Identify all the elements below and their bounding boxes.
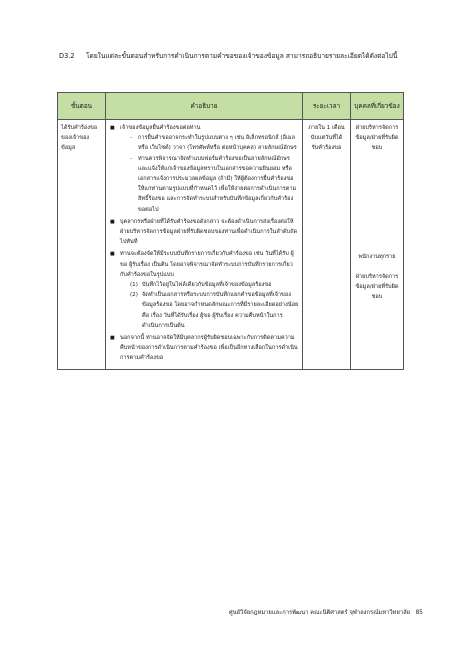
question-text: โดยในแต่ละขั้นตอนสำหรับการดำเนินการตามคำขอของเจ้าของข้อมูล สามารถอธิบายรายละเอียดได้ดังต่อไปนี้ [86, 52, 398, 60]
people-responsible-2: พนักงานทุกราย [358, 253, 396, 260]
header-description: คำอธิบาย [106, 93, 303, 120]
list-item: ■ บุคลากรหรือฝ่ายที่ได้รับคำร้องขอดังกล่าว จะต้องดำเนินการส่งเรื่องต่อให้ฝ่ายบริหารจัดการข้อมูลฝ่ายที่รับผิดชอบของท่านเพื่อดำเนินการในลำดับถัดไปทันที [109, 217, 299, 248]
procedure-table [57, 92, 404, 370]
numbered-item: (2) จัดทำเป็นเอกสารหรือระบบการบันทึกแยกคำขอข้อมูลที่เจ้าของข้อมูลร้องขอ โดยอาจกำหนดลักษณะการที่มีรายละเอียดอย่างน้อย คือ เรื่อง วันที่ได้รับเรื่อง ผู้ขอ ผู้รับเรื่อง ความคืบหน้าในการดำเนินการเป็นต้น [130, 292, 299, 329]
duration-text: ภายใน 1 เดือน นับแต่วันที่ได้รับคำร้องขอ [308, 125, 345, 152]
header-duration: ระยะเวลา [303, 93, 351, 120]
step-text: ได้รับคำร้องขอของเจ้าของข้อมูล [61, 125, 98, 152]
people-cell [351, 120, 404, 370]
description-cell [106, 120, 303, 370]
step-cell [58, 120, 106, 370]
header-people: บุคคลที่เกี่ยวข้อง [351, 93, 404, 120]
people-responsible-3: ฝ่ายบริหารจัดการข้อมูล/ฝ่ายที่รับผิดชอบ [355, 273, 399, 301]
table-row [58, 120, 404, 370]
header-step: ขั้นตอน [58, 93, 106, 120]
sub-item: - ท่านควรพิจารณาจัดทำแบบฟอร์มคำร้องขอเป็นลายลักษณ์อักษรและแจ้งให้แก่เจ้าของข้อมูลทราบในเอกสารขอความยินยอม หรือเอกสารแจ้งการประมวลผลข้อมูล (ถ้ามี) ให้ผู้ต้องการยื่นคำร้องขอให้แก่ท่านตามรูปแบบที่กำหนดไว้ เพื่อให้ง่ายต่อการดำเนินการตามสิทธิ์ร้องขอ และการจัดทำระบบสำหรับบันทึกข้อมูลเกี่ยวกับคำร้องขอต่อไป [120, 154, 299, 215]
people-responsible-1: ฝ่ายบริหารจัดการข้อมูล/ฝ่ายที่รับผิดชอบ [355, 125, 399, 152]
numbered-item: (1) บันทึกไว้อยู่ในไฟล์เดียวกับข้อมูลที่เจ้าของข้อมูลร้องขอ [130, 282, 272, 289]
duration-cell [303, 120, 351, 370]
list-item: ■ เจ้าของข้อมูลยื่นคำร้องขอต่อท่าน - การยื่นคำขออาจกระทำในรูปแบบต่าง ๆ เช่น อิเล็กทรอนิกส์ (อีเมล หรือ เว็บไซต์) วาจา (โทรศัพท์หรือ ต่อหน้าบุคคล) ลายลักษณ์อักษร - ท่านควรพิจารณาจัดทำแบบฟอร์มคำร้องขอเป็นลายลักษณ์อักษรและแจ้งให้แก่เจ้าของข้อมูลทราบในเอกสารขอความยินยอม หรือเอกสารแจ้งการประมวลผลข้อมูล (ถ้ามี) ให้ผู้ต้องการยื่นคำร้องขอให้แก่ท่านตามรูปแบบที่กำหนดไว้ เพื่อให้ง่ายต่อการดำเนินการตามสิทธิ์ร้องขอ และการจัดทำระบบสำหรับบันทึกข้อมูลเกี่ยวกับคำร้องขอต่อไป [109, 123, 299, 215]
list-item: ■ ท่านจะต้องจัดให้มีระบบบันทึกรายการเกี่ยวกับคำร้องขอ เช่น วันที่ได้รับ ผู้ขอ ผู้รับเรื่อง เป็นต้น โดยอาจพิจารณาจัดทำระบบการบันทึกรายการเกี่ยวกับคำร้องขอในรูปแบบ (1) บันทึกไว้อยู่ในไฟล์เดียวกับข้อมูลที่เจ้าของข้อมูลร้องขอ (2) จัดทำเป็นเอกสารหรือระบบการบันทึกแยกคำขอข้อมูลที่เจ้าของข้อมูลร้องขอ โดยอาจกำหนดลักษณะการที่มีรายละเอียดอย่างน้อย คือ เรื่อง วันที่ได้รับเรื่อง ผู้ขอ ผู้รับเรื่อง ความคืบหน้าในการดำเนินการเป็นต้น [109, 249, 299, 331]
footer-text: ศูนย์วิจัยกฎหมายและการพัฒนา คณะนิติศาสตร์ จุฬาลงกรณ์มหาวิทยาลัย [229, 610, 411, 616]
page-number: 85 [415, 610, 423, 616]
page-footer [133, 607, 423, 617]
list-item: ■ นอกจากนี้ ท่านอาจจัดให้มีบุคลากรผู้รับผิดชอบเฉพาะกับการติดตามความคืบหน้าของการดำเนินการตามคำร้องขอ เพื่อเป็นอีกทางเลือกในการดำเนินการตามคำร้องขอ [109, 333, 299, 364]
description-list [109, 123, 299, 364]
question-number: D3.2 [59, 52, 75, 60]
table-header-row [58, 93, 404, 120]
sub-item: - การยื่นคำขออาจกระทำในรูปแบบต่าง ๆ เช่น อิเล็กทรอนิกส์ (อีเมล หรือ เว็บไซต์) วาจา (โทรศัพท์หรือ ต่อหน้าบุคคล) ลายลักษณ์อักษร [120, 133, 299, 153]
